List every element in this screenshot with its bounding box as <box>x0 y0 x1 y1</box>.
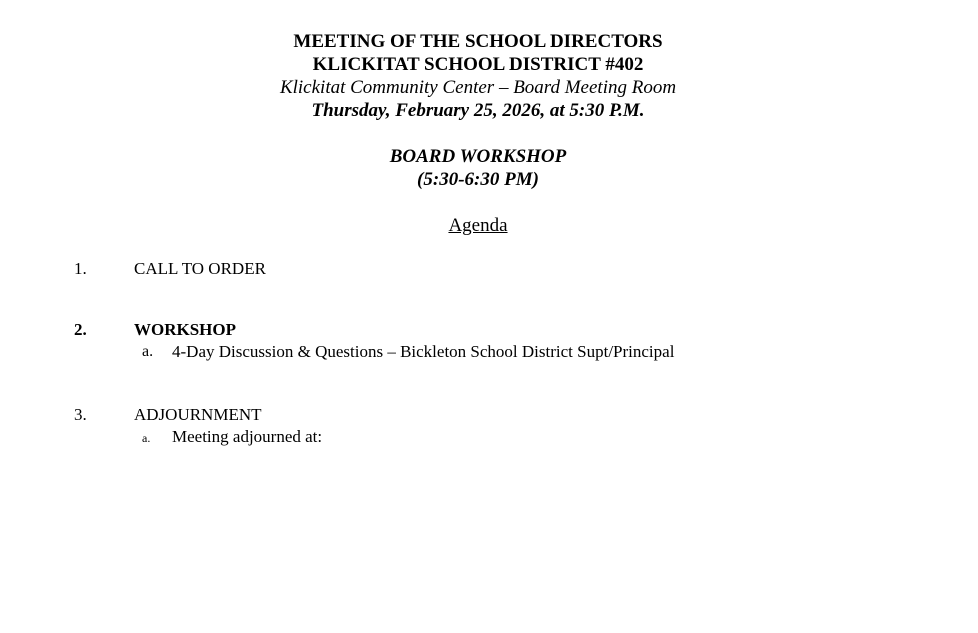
agenda-item-2a-text: 4-Day Discussion & Questions – Bickleton School District Supt/Principal <box>172 342 675 361</box>
meeting-title: MEETING OF THE SCHOOL DIRECTORS <box>293 31 663 52</box>
meeting-location: Klickitat Community Center – Board Meeting Room <box>279 77 677 98</box>
agenda-item-3a-text: Meeting adjourned at: <box>172 427 323 446</box>
meeting-date-time: Thursday, February 25, 2026, at 5:30 P.M. <box>311 100 645 121</box>
district-name: KLICKITAT SCHOOL DISTRICT #402 <box>312 54 644 75</box>
workshop-time: (5:30-6:30 PM) <box>417 169 539 190</box>
agenda-item-1-number: 1. <box>74 259 87 278</box>
workshop-title: BOARD WORKSHOP <box>389 146 567 167</box>
agenda-heading: Agenda <box>448 215 508 236</box>
agenda-item-1-title: CALL TO ORDER <box>134 259 266 278</box>
agenda-item-2-title: WORKSHOP <box>134 320 237 339</box>
agenda-item-2-number: 2. <box>74 320 87 339</box>
agenda-item-3-title: ADJOURNMENT <box>134 405 262 424</box>
agenda-item-3a-letter: a. <box>142 431 151 445</box>
agenda-item-2a-letter: a. <box>142 343 154 360</box>
agenda-item-3-number: 3. <box>74 405 87 424</box>
